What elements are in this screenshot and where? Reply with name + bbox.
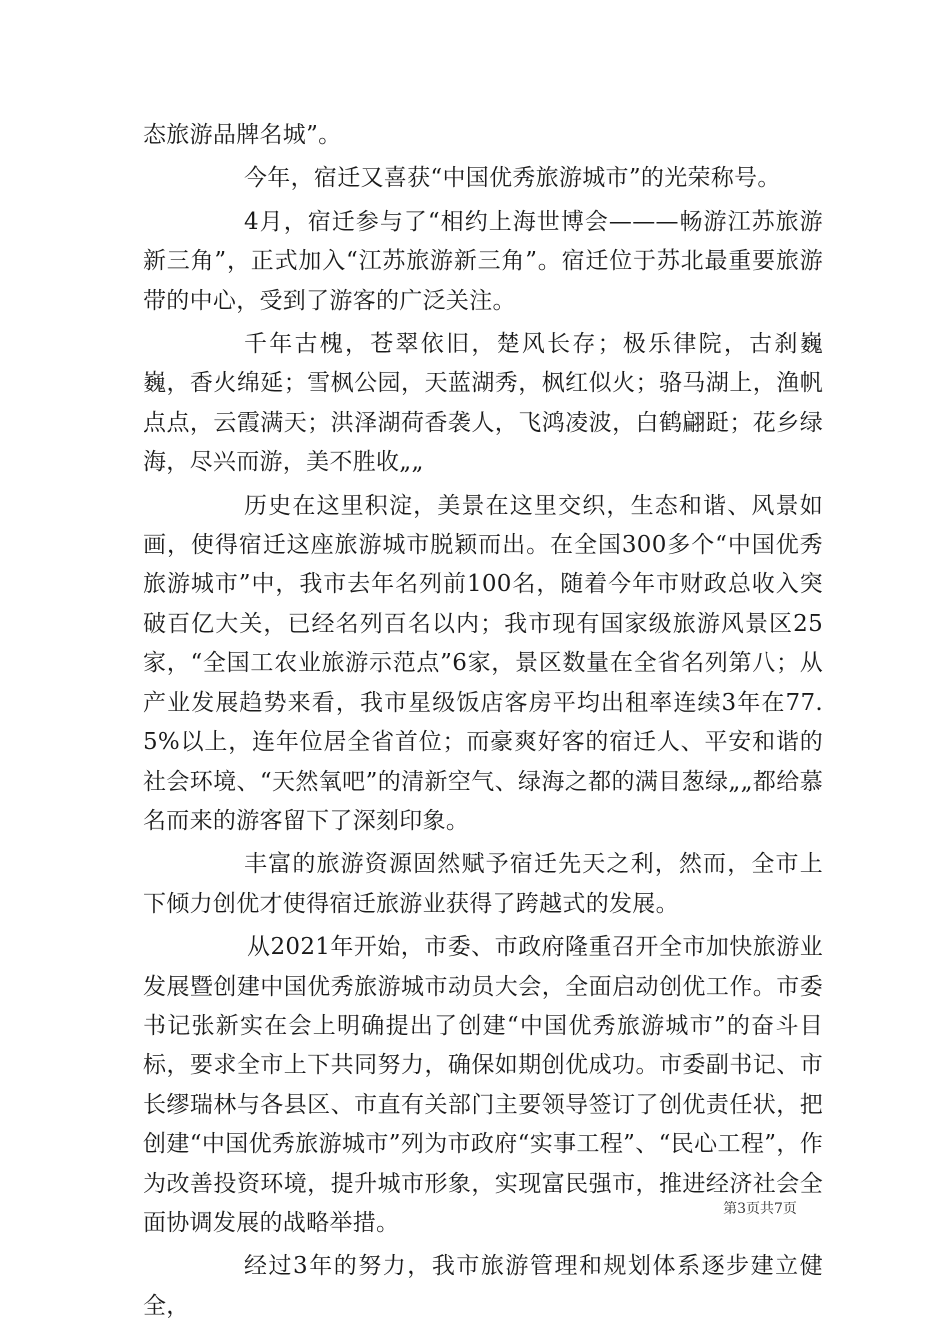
paragraph: 丰富的旅游资源固然赋予宿迁先天之利，然而，全市上下倾力创优才使得宿迁旅游业获得了跨越式的发展。 [143, 851, 823, 917]
paragraph: 从2021年开始，市委、市政府隆重召开全市加快旅游业发展暨创建中国优秀旅游城市动员大会，全面启动创优工作。市委书记张新实在会上明确提出了创建“中国优秀旅游城市”的奋斗目标，要求全市上下共同努力，确保如期创优成功。市委副书记、市长缪瑞林与各县区、市直有关部门主要领导签订了创优责任状，把创建“中国优秀旅游城市”列为市政府“实事工程”、“民心工程”，作为改善投资环境，提升城市形象，实现富民强市，推进经济社会全面协调发展的战略举措。 [143, 934, 823, 1236]
paragraph: 千年古槐，苍翠依旧，楚风长存；极乐律院，古刹巍巍，香火绵延；雪枫公园，天蓝湖秀，枫红似火；骆马湖上，渔帆点点，云霞满天；洪泽湖荷香袭人，飞鸿凌波，白鹤翩跹；花乡绿海，尽兴而游，美不胜收„„ [143, 331, 823, 476]
paragraph: 经过3年的努力，我市旅游管理和规划体系逐步建立健全， [143, 1253, 823, 1319]
paragraph-continuation: 态旅游品牌名城”。 [143, 122, 342, 148]
page-footer [0, 1198, 950, 1218]
paragraph: 历史在这里积淀，美景在这里交织，生态和谐、风景如画，使得宿迁这座旅游城市脱颖而出。在全国300多个“中国优秀旅游城市”中，我市去年名列前100名，随着今年市财政总收入突破百亿大关，已经名列百名以内；我市现有国家级旅游风景区25家，“全国工农业旅游示范点”6家，景区数量在全省名列第八；从产业发展趋势来看，我市星级饭店客房平均出租率连续3年在77.5%以上，连年位居全省首位；而豪爽好客的宿迁人、平安和谐的社会环境、“天然氧吧”的清新空气、绿海之都的满目葱绿„„都给慕名而来的游客留下了深刻印象。 [143, 492, 823, 834]
page-number: 第3页共7页 [723, 1201, 797, 1217]
paragraph: 今年，宿迁又喜获“中国优秀旅游城市”的光荣称号。 [244, 165, 781, 192]
document-page [143, 116, 823, 1330]
paragraph: 4月，宿迁参与了“相约上海世博会———畅游江苏旅游新三角”，正式加入“江苏旅游新三角”。宿迁位于苏北最重要旅游带的中心，受到了游客的广泛关注。 [143, 208, 823, 314]
